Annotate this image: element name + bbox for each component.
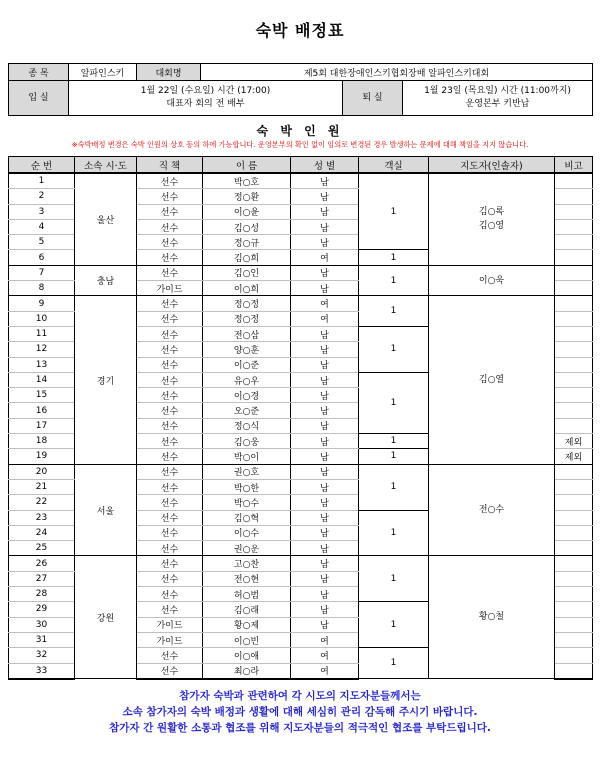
region-cell: 강원 [75, 556, 137, 679]
gender-cell: 여 [291, 663, 359, 679]
name-cell: 정○식 [203, 418, 291, 433]
name-cell: 김○성 [203, 219, 291, 234]
room-cell: 1 [359, 296, 429, 327]
gender-cell: 남 [291, 495, 359, 510]
name-cell: 허○범 [203, 587, 291, 602]
name-cell: 김○인 [203, 265, 291, 280]
name-cell: 이○준 [203, 357, 291, 372]
gender-cell: 남 [291, 372, 359, 387]
row-number: 14 [9, 372, 75, 387]
note-cell [555, 571, 593, 586]
note-cell [555, 265, 593, 280]
row-number: 4 [9, 219, 75, 234]
name-cell: 박○호 [203, 173, 291, 189]
role-cell: 선수 [137, 510, 203, 525]
gender-cell: 남 [291, 449, 359, 464]
checkout-time: 1월 23일 (목요일) 시간 (11:00까지) [424, 86, 571, 96]
note-cell [555, 357, 593, 372]
row-number: 23 [9, 510, 75, 525]
role-cell: 가이드 [137, 617, 203, 632]
row-number: 15 [9, 388, 75, 403]
room-cell: 1 [359, 434, 429, 449]
note-cell [555, 464, 593, 479]
role-cell: 선수 [137, 311, 203, 326]
note-cell [555, 173, 593, 189]
note-cell [555, 296, 593, 311]
name-cell: 이○빈 [203, 632, 291, 647]
gender-cell: 남 [291, 326, 359, 341]
gender-cell: 남 [291, 434, 359, 449]
name-cell: 김○희 [203, 250, 291, 265]
row-number: 11 [9, 326, 75, 341]
row-number: 13 [9, 357, 75, 372]
role-cell: 선수 [137, 235, 203, 250]
checkin-note: 대표자 회의 전 배부 [166, 99, 245, 109]
row-number: 1 [9, 173, 75, 189]
sport-value: 알파인스키 [69, 64, 137, 81]
name-cell: 전○현 [203, 571, 291, 586]
gender-cell: 남 [291, 602, 359, 617]
role-cell: 선수 [137, 357, 203, 372]
leader-cell [429, 296, 555, 464]
gender-cell: 여 [291, 632, 359, 647]
checkin-info [69, 81, 343, 116]
col-header-note: 비고 [555, 157, 593, 174]
gender-cell: 남 [291, 587, 359, 602]
gender-cell: 남 [291, 235, 359, 250]
name-cell: 박○이 [203, 449, 291, 464]
section-title: 숙 박 인 원 [256, 124, 344, 138]
gender-cell: 남 [291, 281, 359, 296]
name-cell: 김○래 [203, 602, 291, 617]
row-number: 16 [9, 403, 75, 418]
table-row [9, 265, 593, 280]
role-cell: 선수 [137, 265, 203, 280]
gender-cell: 남 [291, 571, 359, 586]
gender-cell: 남 [291, 265, 359, 280]
note-cell [555, 418, 593, 433]
footer-line-2: 소속 참가자의 숙박 배정과 생활에 대해 세심히 관리 감독해 주시기 바랍니다. [122, 706, 478, 718]
checkin-label: 입 실 [9, 81, 69, 116]
checkout-note: 운영본부 키반납 [465, 99, 530, 109]
role-cell: 선수 [137, 204, 203, 219]
table-row [9, 464, 593, 479]
role-cell: 선수 [137, 464, 203, 479]
row-number: 9 [9, 296, 75, 311]
row-number: 19 [9, 449, 75, 464]
name-cell: 유○우 [203, 372, 291, 387]
room-cell: 1 [359, 648, 429, 679]
info-table [8, 63, 593, 116]
col-header-role: 직 책 [137, 157, 203, 174]
gender-cell: 여 [291, 648, 359, 663]
role-cell: 선수 [137, 434, 203, 449]
name-cell: 정○정 [203, 311, 291, 326]
name-cell: 김○웅 [203, 434, 291, 449]
page-title: 숙박 배정표 [255, 21, 345, 40]
row-number: 32 [9, 648, 75, 663]
room-cell: 1 [359, 510, 429, 556]
role-cell: 선수 [137, 403, 203, 418]
name-cell: 이○경 [203, 388, 291, 403]
note-cell [555, 556, 593, 571]
region-cell: 서울 [75, 464, 137, 556]
note-cell [555, 189, 593, 204]
col-header-gender: 성 별 [291, 157, 359, 174]
name-cell: 양○훈 [203, 342, 291, 357]
row-number: 21 [9, 479, 75, 494]
leader-cell [429, 265, 555, 296]
notice-text: ※숙박배정 변경은 숙박 인원의 상호 동의 하에 가능합니다. 운영본부의 확인 없이 임의로 변경된 경우 발생하는 문제에 대해 책임을 지지 않습니다. [71, 140, 529, 149]
row-number: 30 [9, 617, 75, 632]
checkout-info [403, 81, 593, 116]
row-number: 12 [9, 342, 75, 357]
name-cell: 정○정 [203, 296, 291, 311]
gender-cell: 남 [291, 189, 359, 204]
role-cell: 선수 [137, 296, 203, 311]
leader-name: 이○욱 [478, 275, 505, 286]
role-cell: 가이드 [137, 281, 203, 296]
gender-cell: 남 [291, 357, 359, 372]
footer-line-1: 참가자 숙박과 관련하여 각 시도의 지도자분들께서는 [179, 690, 421, 702]
gender-cell: 여 [291, 250, 359, 265]
row-number: 2 [9, 189, 75, 204]
role-cell: 선수 [137, 342, 203, 357]
leader-name: 김○록 [478, 207, 505, 218]
row-number: 8 [9, 281, 75, 296]
leader-cell [429, 556, 555, 679]
role-cell: 선수 [137, 648, 203, 663]
row-number: 5 [9, 235, 75, 250]
table-row [9, 296, 593, 311]
room-cell: 1 [359, 265, 429, 296]
event-label: 대회명 [137, 64, 201, 81]
name-cell: 김○혁 [203, 510, 291, 525]
gender-cell: 남 [291, 219, 359, 234]
name-cell: 최○라 [203, 663, 291, 679]
role-cell: 선수 [137, 587, 203, 602]
name-cell: 권○운 [203, 541, 291, 556]
gender-cell: 남 [291, 510, 359, 525]
gender-cell: 남 [291, 479, 359, 494]
role-cell: 선수 [137, 418, 203, 433]
checkin-time: 1월 22일 (수요일) 시간 (17:00) [140, 86, 271, 96]
room-cell: 1 [359, 556, 429, 602]
role-cell: 선수 [137, 663, 203, 679]
region-cell: 충남 [75, 265, 137, 296]
col-header-region: 소속 시·도 [75, 157, 137, 174]
role-cell: 선수 [137, 556, 203, 571]
name-cell: 정○규 [203, 235, 291, 250]
role-cell: 선수 [137, 571, 203, 586]
gender-cell: 남 [291, 418, 359, 433]
note-cell [555, 388, 593, 403]
room-cell: 1 [359, 372, 429, 433]
note-cell [555, 525, 593, 540]
row-number: 31 [9, 632, 75, 647]
row-number: 24 [9, 525, 75, 540]
region-cell: 경기 [75, 296, 137, 464]
checkout-label: 퇴 실 [343, 81, 403, 116]
role-cell: 선수 [137, 219, 203, 234]
name-cell: 황○제 [203, 617, 291, 632]
gender-cell: 남 [291, 173, 359, 189]
name-cell: 이○애 [203, 648, 291, 663]
name-cell: 전○삼 [203, 326, 291, 341]
room-cell: 1 [359, 602, 429, 648]
name-cell: 박○수 [203, 495, 291, 510]
row-number: 27 [9, 571, 75, 586]
col-header-number: 순 번 [9, 157, 75, 174]
row-number: 33 [9, 663, 75, 679]
note-cell [555, 587, 593, 602]
role-cell: 선수 [137, 541, 203, 556]
row-number: 3 [9, 204, 75, 219]
room-cell: 1 [359, 464, 429, 510]
gender-cell: 남 [291, 403, 359, 418]
note-cell [555, 403, 593, 418]
gender-cell: 남 [291, 525, 359, 540]
role-cell: 선수 [137, 372, 203, 387]
lodging-table-body [9, 173, 593, 679]
role-cell: 선수 [137, 173, 203, 189]
gender-cell: 남 [291, 541, 359, 556]
row-number: 28 [9, 587, 75, 602]
name-cell: 박○한 [203, 479, 291, 494]
name-cell: 정○환 [203, 189, 291, 204]
gender-cell: 남 [291, 556, 359, 571]
row-number: 10 [9, 311, 75, 326]
leader-name: 김○열 [478, 375, 505, 385]
row-number: 7 [9, 265, 75, 280]
note-cell [555, 311, 593, 326]
note-cell [555, 479, 593, 494]
note-cell [555, 250, 593, 265]
role-cell: 선수 [137, 189, 203, 204]
note-cell [555, 510, 593, 525]
role-cell: 선수 [137, 479, 203, 494]
leader-name: 전○수 [478, 505, 505, 516]
lodging-table [8, 156, 593, 680]
note-cell [555, 235, 593, 250]
row-number: 17 [9, 418, 75, 433]
room-cell: 1 [359, 449, 429, 464]
table-row [9, 173, 593, 189]
note-cell [555, 495, 593, 510]
room-cell: 1 [359, 250, 429, 265]
row-number: 22 [9, 495, 75, 510]
gender-cell: 남 [291, 204, 359, 219]
table-row [9, 556, 593, 571]
gender-cell: 남 [291, 617, 359, 632]
leader-name: 김○영 [478, 221, 505, 232]
row-number: 18 [9, 434, 75, 449]
role-cell: 선수 [137, 250, 203, 265]
room-cell: 1 [359, 173, 429, 250]
gender-cell: 남 [291, 342, 359, 357]
region-cell: 울산 [75, 173, 137, 265]
leader-cell [429, 173, 555, 265]
gender-cell: 여 [291, 296, 359, 311]
row-number: 29 [9, 602, 75, 617]
role-cell: 선수 [137, 525, 203, 540]
gender-cell: 남 [291, 388, 359, 403]
note-cell [555, 219, 593, 234]
note-cell: 제외 [555, 449, 593, 464]
row-number: 6 [9, 250, 75, 265]
footer-message [0, 688, 600, 736]
name-cell: 이○수 [203, 525, 291, 540]
note-cell [555, 281, 593, 296]
col-header-leader: 지도자(인솔자) [429, 157, 555, 174]
name-cell: 고○찬 [203, 556, 291, 571]
event-value: 제5회 대한장애인스키협회장배 알파인스키대회 [201, 64, 593, 81]
row-number: 20 [9, 464, 75, 479]
row-number: 26 [9, 556, 75, 571]
note-cell [555, 602, 593, 617]
note-cell [555, 204, 593, 219]
name-cell: 이○윤 [203, 204, 291, 219]
note-cell [555, 541, 593, 556]
role-cell: 선수 [137, 602, 203, 617]
note-cell [555, 342, 593, 357]
gender-cell: 여 [291, 311, 359, 326]
sport-label: 종 목 [9, 64, 69, 81]
role-cell: 선수 [137, 326, 203, 341]
col-header-name: 이 름 [203, 157, 291, 174]
note-cell [555, 326, 593, 341]
leader-cell [429, 464, 555, 556]
name-cell: 권○호 [203, 464, 291, 479]
role-cell: 선수 [137, 449, 203, 464]
leader-name: 황○철 [478, 612, 505, 623]
row-number: 25 [9, 541, 75, 556]
note-cell [555, 617, 593, 632]
role-cell: 선수 [137, 388, 203, 403]
col-header-room: 객실 [359, 157, 429, 174]
note-cell [555, 663, 593, 679]
note-cell [555, 648, 593, 663]
note-cell [555, 632, 593, 647]
footer-line-3: 참가자 간 원활한 소통과 협조를 위해 지도자분들의 적극적인 협조를 부탁드립니다. [109, 722, 491, 734]
room-cell: 1 [359, 326, 429, 372]
note-cell [555, 372, 593, 387]
gender-cell: 남 [291, 464, 359, 479]
name-cell: 오○준 [203, 403, 291, 418]
note-cell: 제외 [555, 434, 593, 449]
name-cell: 이○희 [203, 281, 291, 296]
role-cell: 선수 [137, 495, 203, 510]
role-cell: 가이드 [137, 632, 203, 647]
